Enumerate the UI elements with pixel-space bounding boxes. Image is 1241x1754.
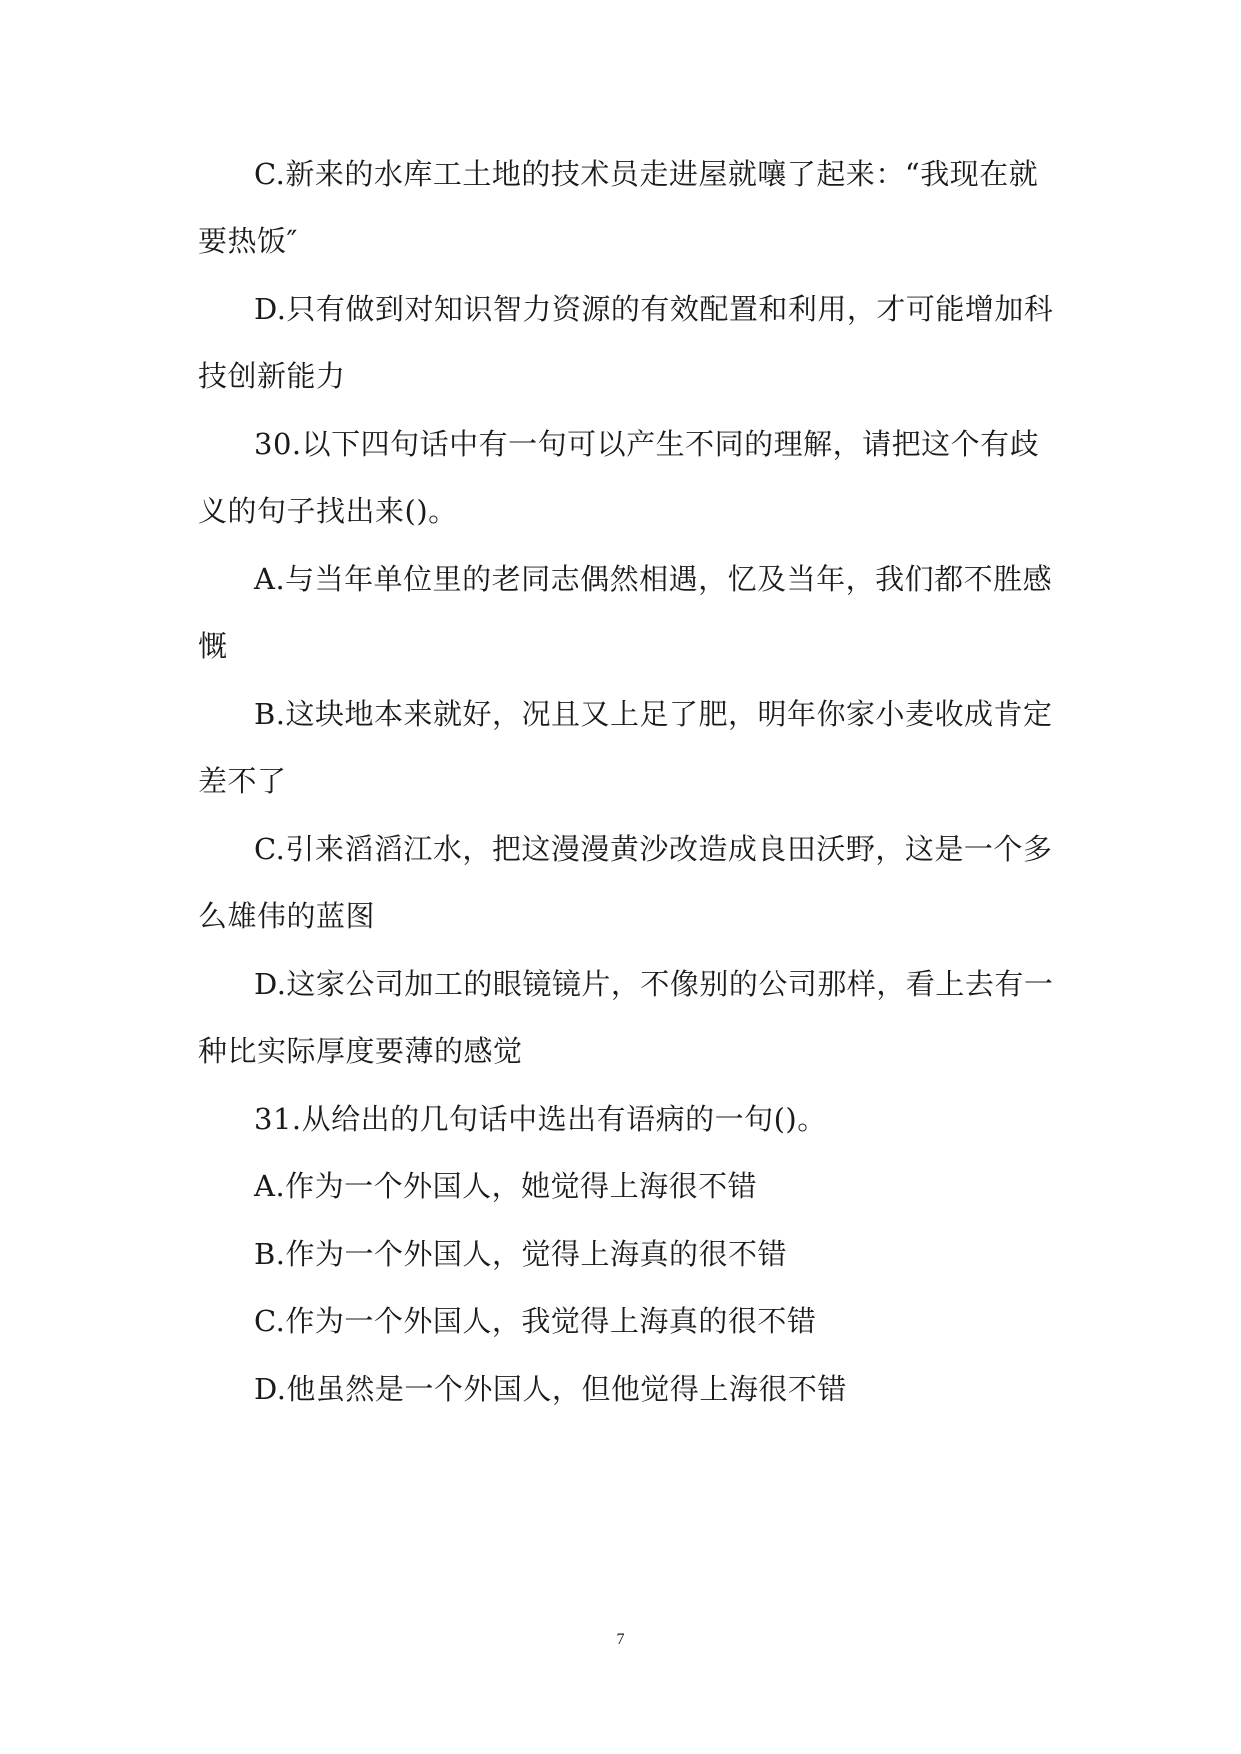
question-31-option-b: B.作为一个外国人，觉得上海真的很不错 — [254, 1237, 788, 1271]
question-30-option-d: D.这家公司加工的眼镜镜片，不像别的公司那样，看上去有一 — [254, 967, 1054, 1001]
question-30-option-a-cont: 慨 — [198, 629, 228, 663]
question-31-option-d: D.他虽然是一个外国人，但他觉得上海很不错 — [254, 1372, 847, 1406]
question-30-stem: 30.以下四句话中有一句可以产生不同的理解，请把这个有歧 — [254, 427, 1040, 461]
question-31-option-c: C.作为一个外国人，我觉得上海真的很不错 — [254, 1304, 817, 1338]
question-30-option-d-cont: 种比实际厚度要薄的感觉 — [198, 1034, 523, 1068]
question-30-stem-cont: 义的句子找出来()。 — [198, 494, 458, 528]
question-30-option-a: A.与当年单位里的老同志偶然相遇，忆及当年，我们都不胜感 — [254, 562, 1053, 596]
question-30-option-c: C.引来滔滔江水，把这漫漫黄沙改造成良田沃野，这是一个多 — [254, 832, 1053, 866]
text-line-q29-option-d: D.只有做到对知识智力资源的有效配置和利用，才可能增加科 — [254, 292, 1054, 326]
text-line-q29-option-c: C.新来的水库工土地的技术员走进屋就嚷了起来：“我现在就 — [254, 157, 1039, 191]
text-line-q29-option-c-cont: 要热饭″ — [198, 224, 298, 258]
page-number: 7 — [616, 1631, 625, 1648]
question-31-option-a: A.作为一个外国人，她觉得上海很不错 — [254, 1169, 758, 1203]
question-31-stem: 31.从给出的几句话中选出有语病的一句()。 — [254, 1102, 827, 1136]
question-30-option-c-cont: 么雄伟的蓝图 — [198, 899, 376, 933]
question-30-option-b: B.这块地本来就好，况且又上足了肥，明年你家小麦收成肯定 — [254, 697, 1053, 731]
text-line-q29-option-d-cont: 技创新能力 — [198, 359, 346, 393]
question-30-option-b-cont: 差不了 — [198, 764, 287, 798]
